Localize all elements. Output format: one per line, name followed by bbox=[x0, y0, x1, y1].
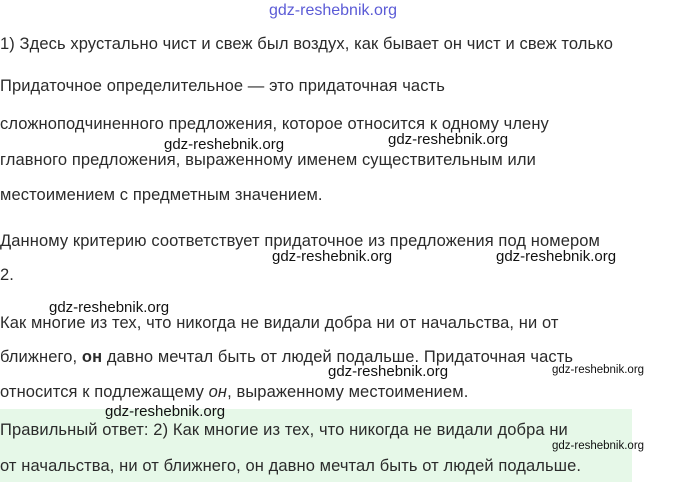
watermark-stamp: gdz-reshebnik.org bbox=[164, 136, 285, 153]
definition-line-4: местоимением с предметным значением. bbox=[0, 186, 323, 204]
example-line-3-post: , выраженному местоимением. bbox=[227, 383, 469, 401]
example-subject-italic: он bbox=[208, 383, 228, 401]
watermark-stamp: gdz-reshebnik.org bbox=[496, 248, 617, 265]
watermark-stamp: gdz-reshebnik.org bbox=[552, 364, 645, 376]
answer-line-2: от начальства, ни от ближнего, он давно мечтал быть от людей подальше. bbox=[0, 457, 582, 475]
definition-line-2: сложноподчиненного предложения, которое относится к одному члену bbox=[0, 115, 549, 133]
watermark-stamp: gdz-reshebnik.org bbox=[49, 299, 170, 316]
example-line-2-post: давно мечтал быть от людей подальше. Придаточная часть bbox=[102, 348, 574, 366]
example-line-3-pre: относится к подлежащему bbox=[0, 383, 209, 401]
watermark-stamp: gdz-reshebnik.org bbox=[552, 440, 645, 452]
text-line-1: 1) Здесь хрустально чист и свеж был воздух, как бывает он чист и свеж только bbox=[0, 35, 614, 53]
criterion-line-2: 2. bbox=[0, 266, 14, 284]
example-line-1: Как многие из тех, что никогда не видали добра ни от начальства, ни от bbox=[0, 314, 559, 332]
example-subject-bold: он bbox=[81, 348, 103, 366]
watermark-top: gdz-reshebnik.org bbox=[269, 2, 398, 19]
watermark-stamp: gdz-reshebnik.org bbox=[388, 131, 509, 148]
example-line-2 bbox=[0, 347, 573, 367]
example-line-3 bbox=[0, 382, 468, 402]
answer-line-1: Правильный ответ: 2) Как многие из тех, что никогда не видали добра ни bbox=[0, 421, 568, 439]
criterion-line-1: Данному критерию соответствует придаточное из предложения под номером bbox=[0, 232, 600, 250]
example-line-2-pre: ближнего, bbox=[0, 348, 82, 366]
definition-line-3: главного предложения, выраженному именем существительным или bbox=[0, 151, 536, 169]
watermark-stamp: gdz-reshebnik.org bbox=[105, 403, 226, 420]
definition-line-1: Придаточное определительное — это придаточная часть bbox=[0, 77, 445, 95]
watermark-stamp: gdz-reshebnik.org bbox=[272, 248, 393, 265]
watermark-stamp: gdz-reshebnik.org bbox=[328, 363, 449, 380]
